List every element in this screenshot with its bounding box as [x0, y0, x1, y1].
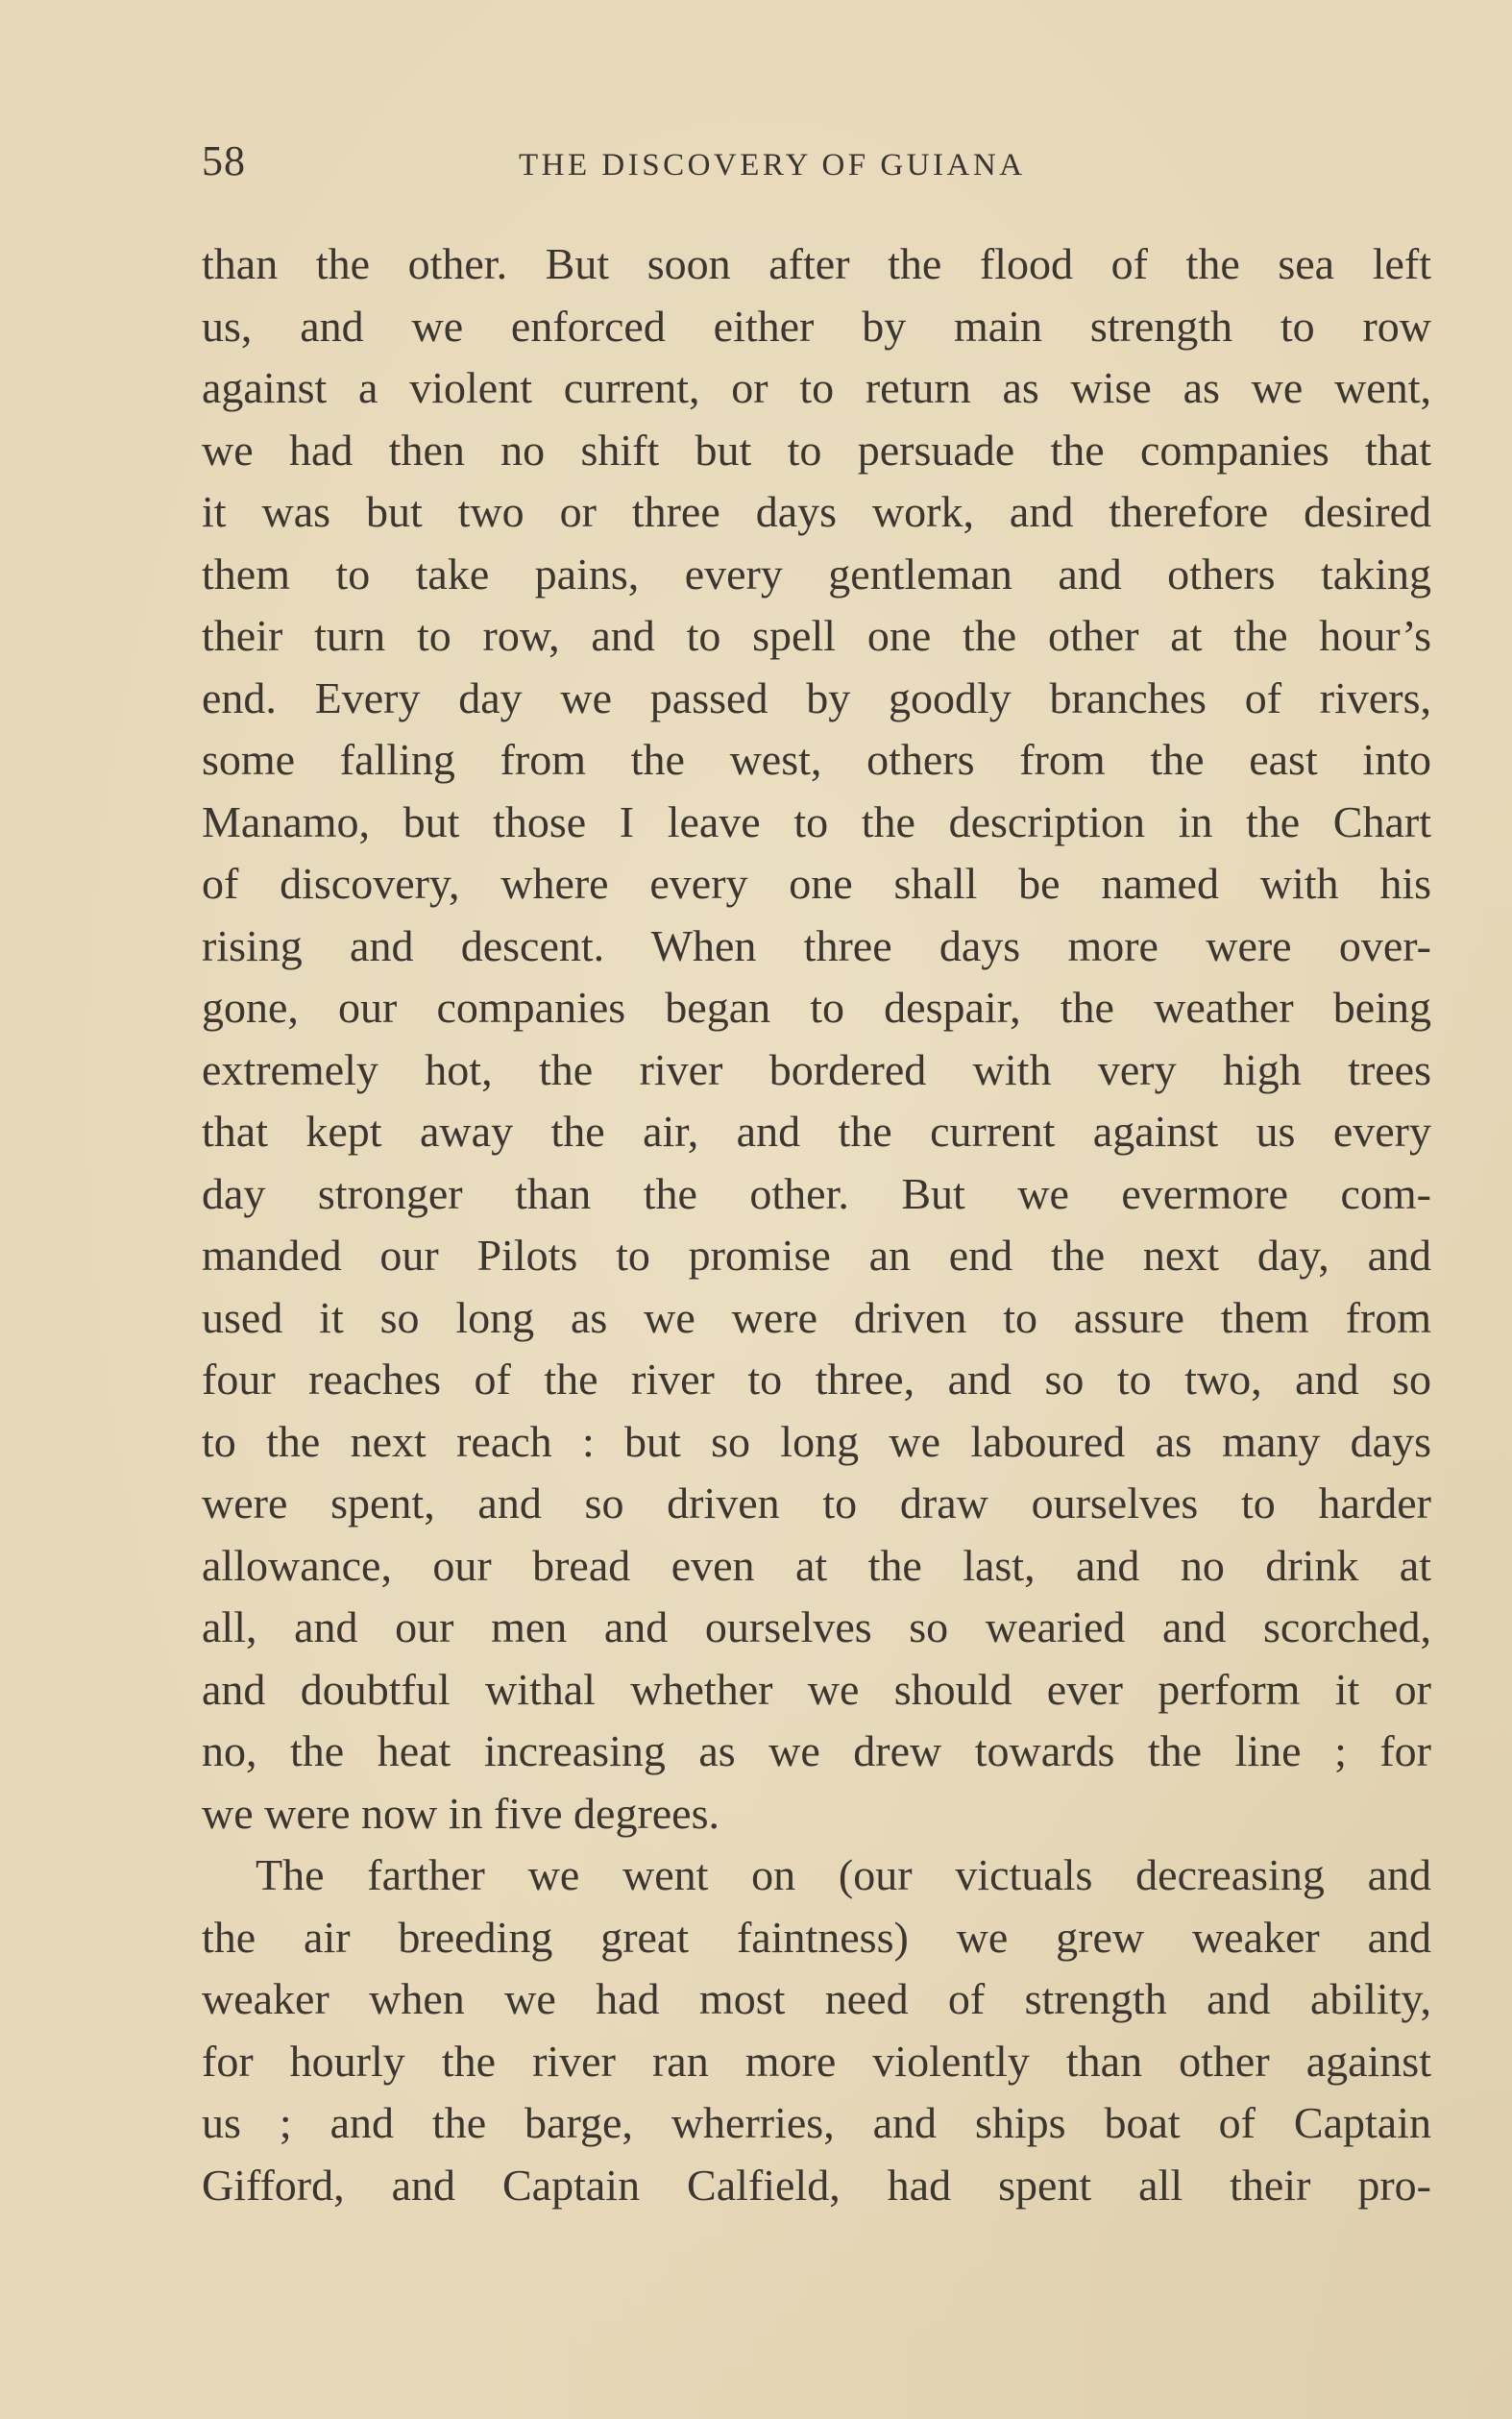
- text-line: the air breeding great faintness) we grew weaker and: [202, 1912, 1431, 1962]
- text-line: used it so long as we were driven to assure them from: [202, 1292, 1431, 1342]
- text-line: weaker when we had most need of strength and ability,: [202, 1974, 1431, 2023]
- text-line-indented: The farther we went on (our victuals decreasing and: [256, 1850, 1431, 1899]
- text-line: against a violent current, or to return as wise as we went,: [202, 363, 1431, 412]
- text-line: us, and we enforced either by main strength to row: [202, 301, 1431, 351]
- text-line: them to take pains, every gentleman and others taking: [202, 549, 1431, 599]
- text-line: all, and our men and ourselves so wearied and scorched,: [202, 1602, 1431, 1651]
- text-line: than the other. But soon after the flood of the sea left: [202, 239, 1431, 288]
- running-title: THE DISCOVERY OF GUIANA: [519, 148, 1026, 183]
- text-line: day stronger than the other. But we evermore com-: [202, 1168, 1431, 1218]
- paragraph-2: [202, 1845, 1431, 2216]
- text-line: manded our Pilots to promise an end the next day, and: [202, 1231, 1431, 1280]
- text-line: us ; and the barge, wherries, and ships boat of Captain: [202, 2098, 1431, 2147]
- running-head: [202, 136, 1431, 194]
- text-line: gone, our companies began to despair, the weather being: [202, 983, 1431, 1032]
- text-line: and doubtful withal whether we should ever perform it or: [202, 1664, 1431, 1714]
- text-line: Gifford, and Captain Calfield, had spent all their pro-: [202, 2160, 1431, 2210]
- text-line: we had then no shift but to persuade the companies that: [202, 425, 1431, 475]
- text-line: end. Every day we passed by goodly branches of rivers,: [202, 672, 1431, 722]
- text-line: allowance, our bread even at the last, and no drink at: [202, 1540, 1431, 1590]
- text-line: some falling from the west, others from the east into: [202, 735, 1431, 784]
- text-line: were spent, and so driven to draw ourselves to harder: [202, 1478, 1431, 1527]
- body-text: [202, 233, 1431, 2216]
- text-line: their turn to row, and to spell one the other at the hour’s: [202, 611, 1431, 660]
- text-line: four reaches of the river to three, and so to two, and so: [202, 1355, 1431, 1404]
- text-line: to the next reach : but so long we laboured as many days: [202, 1416, 1431, 1466]
- text-line: it was but two or three days work, and therefore desired: [202, 487, 1431, 536]
- text-line: rising and descent. When three days more were over-: [202, 920, 1431, 970]
- text-line: that kept away the air, and the current against us every: [202, 1107, 1431, 1156]
- text-line: no, the heat increasing as we drew towards the line ; for: [202, 1726, 1431, 1775]
- text-line: extremely hot, the river bordered with very high trees: [202, 1044, 1431, 1094]
- text-line: of discovery, where every one shall be named with his: [202, 859, 1431, 908]
- text-line: for hourly the river ran more violently than other against: [202, 2036, 1431, 2086]
- page-number: 58: [202, 137, 246, 184]
- text-line-last: we were now in five degrees.: [202, 1788, 719, 1838]
- paragraph-1: [202, 233, 1431, 1845]
- text-line: Manamo, but those I leave to the description in the Chart: [202, 796, 1431, 846]
